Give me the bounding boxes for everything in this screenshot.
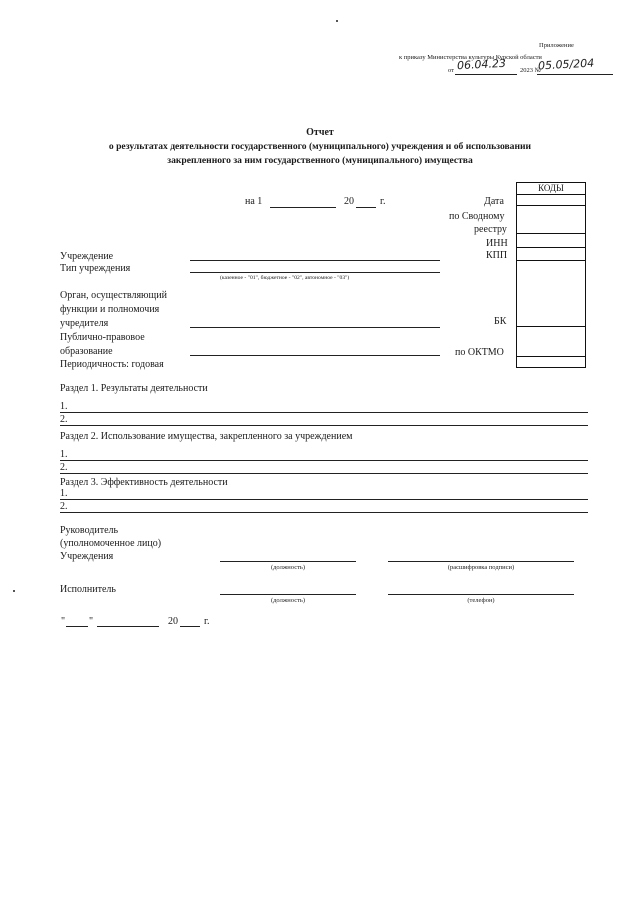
section-3-line-2[interactable] xyxy=(60,512,588,513)
scan-speck xyxy=(13,590,15,592)
date-day-month-field[interactable] xyxy=(270,207,336,208)
section-2-item-2: 2. xyxy=(60,462,68,473)
section-1-title: Раздел 1. Результаты деятельности xyxy=(60,383,208,394)
order-text: к приказу Министерства культуры Курской области xyxy=(399,54,542,61)
field-organ-label-3: учредителя xyxy=(60,318,109,329)
section-2-line-1[interactable] xyxy=(60,460,588,461)
field-organ-label-2: функции и полномочия xyxy=(60,304,160,315)
field-organ-line[interactable] xyxy=(190,327,440,328)
signature-head-position-line[interactable] xyxy=(220,561,356,562)
section-1-line-2[interactable] xyxy=(60,425,588,426)
order-date-handwritten: 06.04.23 xyxy=(456,56,507,73)
section-1-item-1: 1. xyxy=(60,401,68,412)
footer-quote-open: " xyxy=(61,616,66,627)
footer-quote-close: " xyxy=(89,616,94,627)
appendix-label: Приложение xyxy=(539,42,574,49)
signature-executor-phone-line[interactable] xyxy=(388,594,574,595)
signature-executor-label: Исполнитель xyxy=(60,584,116,595)
date-g: г. xyxy=(380,196,386,207)
codes-header: КОДЫ xyxy=(517,183,585,195)
order-year-suffix: 2023 № xyxy=(520,67,541,74)
codes-row-sep-bk xyxy=(517,326,585,327)
section-3-title: Раздел 3. Эффективность деятельности xyxy=(60,477,228,488)
date-na-1: на 1 xyxy=(245,196,263,207)
section-3-item-1: 1. xyxy=(60,488,68,499)
codes-label-inn: ИНН xyxy=(486,238,508,249)
signature-head-position-caption: (должность) xyxy=(270,564,306,571)
signature-executor-position-line[interactable] xyxy=(220,594,356,595)
footer-year-20: 20 xyxy=(168,616,178,627)
footer-g: г. xyxy=(204,616,210,627)
codes-row-sep-inn xyxy=(517,247,585,248)
section-3-item-2: 2. xyxy=(60,501,68,512)
report-title: Отчет xyxy=(306,127,334,138)
field-institution-line[interactable] xyxy=(190,260,440,261)
field-organ-label-1: Орган, осуществляющий xyxy=(60,290,167,301)
order-date-line xyxy=(455,74,517,75)
signature-executor-position-caption: (должность) xyxy=(270,597,306,604)
field-periodicity: Периодичность: годовая xyxy=(60,359,164,370)
order-from-prefix: от xyxy=(448,67,455,74)
order-number-handwritten: 05.05/204 xyxy=(537,56,595,73)
field-pub-label-2: образование xyxy=(60,346,113,357)
codes-row-sep-kpp xyxy=(517,260,585,261)
date-year-field[interactable] xyxy=(356,207,376,208)
codes-row-sep-oktmo xyxy=(517,356,585,357)
codes-table xyxy=(516,182,586,368)
signature-head-decoding-caption: (расшифровка подписи) xyxy=(447,564,515,571)
field-type-hint: (казенное - "01", бюджетное - "02", автономное - "03") xyxy=(220,275,350,281)
section-2-item-1: 1. xyxy=(60,449,68,460)
codes-label-oktmo: по ОКТМО xyxy=(455,347,504,358)
footer-year-field[interactable] xyxy=(180,626,200,627)
field-type-line[interactable] xyxy=(190,272,440,273)
signature-executor-phone-caption: (телефон) xyxy=(467,597,495,604)
footer-month-field[interactable] xyxy=(97,626,159,627)
report-subtitle-line1: о результатах деятельности государственного (муниципального) учреждения и об использовании xyxy=(108,141,532,152)
scan-speck xyxy=(336,20,338,22)
footer-day-field[interactable] xyxy=(66,626,88,627)
signature-head-label-2: (уполномоченное лицо) xyxy=(60,538,162,549)
report-subtitle-line2: закрепленного за ним государственного (муниципального) имущества xyxy=(167,155,473,166)
order-number-line xyxy=(537,74,613,75)
codes-label-svod-1: по Сводному xyxy=(449,211,505,222)
field-pub-label-1: Публично-правовое xyxy=(60,332,145,343)
section-2-title: Раздел 2. Использование имущества, закрепленного за учреждением xyxy=(60,431,353,442)
date-year-20: 20 xyxy=(344,196,354,207)
field-institution-label: Учреждение xyxy=(60,251,114,262)
section-1-line-1[interactable] xyxy=(60,412,588,413)
section-1-item-2: 2. xyxy=(60,414,68,425)
codes-label-svod-2: реестру xyxy=(474,224,507,235)
codes-label-bk: БК xyxy=(494,316,507,327)
codes-label-date: Дата xyxy=(484,196,504,207)
codes-row-sep-date xyxy=(517,205,585,206)
field-pub-line[interactable] xyxy=(190,355,440,356)
section-2-line-2[interactable] xyxy=(60,473,588,474)
codes-row-sep-svod xyxy=(517,233,585,234)
signature-head-label-3: Учреждения xyxy=(60,551,114,562)
signature-head-decoding-line[interactable] xyxy=(388,561,574,562)
signature-head-label-1: Руководитель xyxy=(60,525,119,536)
codes-label-kpp: КПП xyxy=(486,250,508,261)
section-3-line-1[interactable] xyxy=(60,499,588,500)
field-type-label: Тип учреждения xyxy=(60,263,131,274)
